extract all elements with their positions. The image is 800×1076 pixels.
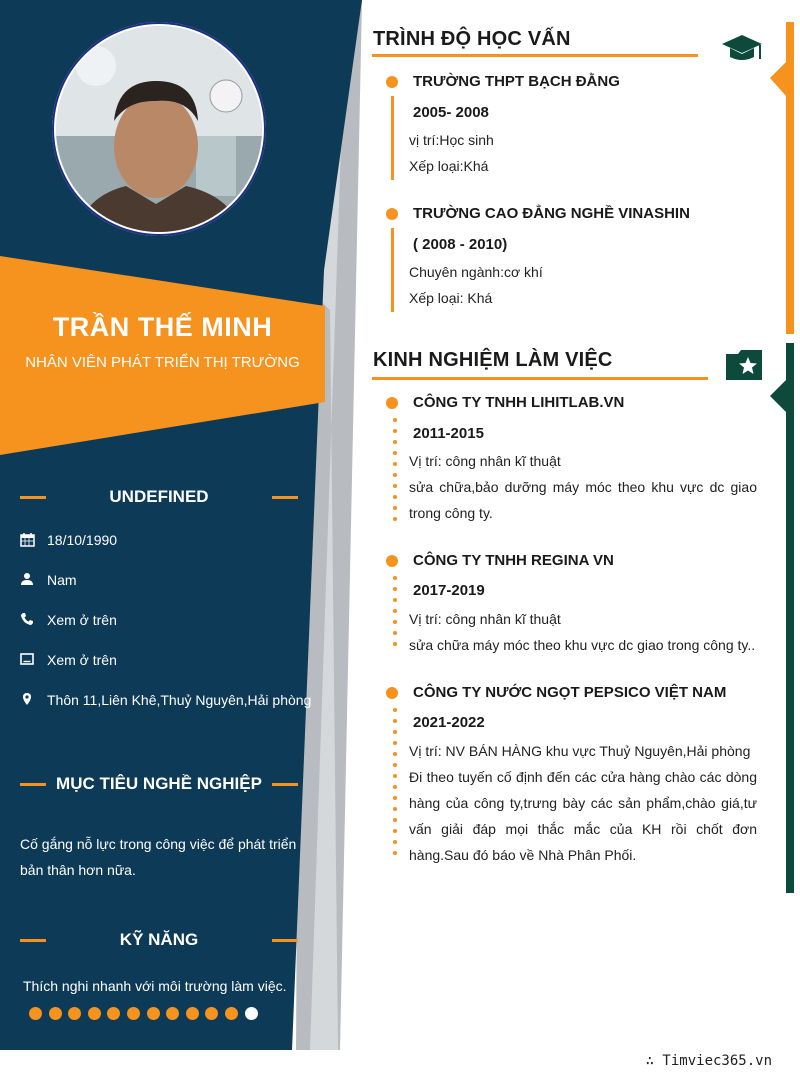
heading-bar-right [272,496,298,499]
skills-heading [20,930,298,950]
skill-dot-filled [49,1007,62,1020]
folder-star-icon [724,348,764,387]
objective-heading-label: MỤC TIÊU NGHỀ NGHIỆP [56,774,262,793]
education-heading: TRÌNH ĐỘ HỌC VẤN [373,28,571,50]
timeline-dot [386,208,398,220]
skill-dot-empty [245,1007,258,1020]
info-email: Xem ở trên [47,652,117,668]
heading-bar-left [20,783,46,786]
info-address: Thôn 11,Liên Khê,Thuỷ Nguyên,Hải phòng [47,692,312,708]
experience-underline [372,377,708,380]
edu-school: TRƯỜNG THPT BẠCH ĐẰNG [413,73,620,90]
timeline-dot [386,76,398,88]
exp-position: Vị trí: NV BÁN HÀNG khu vực Thuỷ Nguyên,Hải phòng [409,743,751,759]
info-heading [20,487,298,507]
skill-dot-filled [107,1007,120,1020]
exp-company: CÔNG TY TNHH LIHITLAB.VN [413,394,625,411]
edu-period: ( 2008 - 2010) [413,236,508,253]
exp-description: sửa chữa,bảo dưỡng máy móc theo khu vực dc giao trong công ty. [409,479,757,521]
timeline-dotted-line [393,418,397,528]
profile-photo [52,22,266,236]
timeline-dot [386,687,398,699]
info-phone: Xem ở trên [47,612,117,628]
edu-detail: vị trí:Học sinh [409,132,494,148]
exp-company: CÔNG TY NƯỚC NGỌT PEPSICO VIỆT NAM [413,684,727,701]
map-pin-icon [20,692,36,708]
edu-detail: Chuyên ngành:cơ khí [409,264,543,280]
user-icon [20,572,36,588]
timeline-dot [386,555,398,567]
skill-rating [29,1007,258,1021]
skill-dot-filled [127,1007,140,1020]
skill-dot-filled [186,1007,199,1020]
experience-heading: KINH NGHIỆM LÀM VIỆC [373,349,613,371]
skill-dot-filled [205,1007,218,1020]
phone-icon [20,612,36,628]
exp-period: 2011-2015 [413,425,484,442]
exp-position: Vị trí: công nhân kĩ thuật [409,611,561,627]
skills-heading-label: KỸ NĂNG [119,930,199,949]
exp-period: 2021-2022 [413,714,485,731]
timeline-dot [386,397,398,409]
heading-bar-right [272,783,298,786]
graduation-cap-icon [720,33,764,68]
education-underline [372,54,698,57]
heading-bar-left [20,496,46,499]
info-birthday: 18/10/1990 [47,532,118,548]
edu-period: 2005- 2008 [413,104,489,121]
candidate-role: NHÂN VIÊN PHÁT TRIỂN THỊ TRƯỜNG [25,354,300,371]
brand-label: Timviec365.vn [662,1053,772,1069]
objective-heading [20,774,298,794]
heading-bar-left [20,939,46,942]
timeline-bar [391,228,394,312]
brand-icon: ∴ [645,1053,663,1069]
info-gender: Nam [47,572,77,588]
skill-name: Thích nghi nhanh với môi trường làm việc. [23,978,287,994]
email-icon [20,652,36,668]
skill-dot-filled [166,1007,179,1020]
edu-detail: Xếp loại:Khá [409,158,489,174]
exp-position: Vị trí: công nhân kĩ thuật [409,453,561,469]
exp-company: CÔNG TY TNHH REGINA VN [413,552,614,569]
timeline-dotted-line [393,576,397,653]
footer-brand[interactable] [646,1053,772,1069]
timeline-dotted-line [393,708,397,862]
exp-period: 2017-2019 [413,582,485,599]
exp-description: Đi theo tuyến cố định đến các cửa hàng chào các dòng hàng của công ty,trưng bày các sản phẩm,chào giá,tư vấn giải đáp mọi thắc mắc của KH rồi chốt đơn hàng.Sau đó báo về Nhà Phân Phối. [409,769,757,863]
objective-text: Cố gắng nỗ lực trong công việc để phát triển bản thân hơn nữa. [20,836,297,878]
candidate-name: TRẦN THẾ MINH [52,312,273,342]
edu-school: TRƯỜNG CAO ĐẲNG NGHỀ VINASHIN [413,205,690,222]
skill-dot-filled [29,1007,42,1020]
timeline-bar [391,96,394,180]
edu-detail: Xếp loại: Khá [409,290,493,306]
skill-dot-filled [68,1007,81,1020]
info-heading-label: UNDEFINED [109,487,209,506]
heading-bar-right [272,939,298,942]
exp-description: sửa chữa máy móc theo khu vực dc giao trong công ty.. [409,637,756,653]
skill-dot-filled [147,1007,160,1020]
calendar-icon [20,532,36,548]
skill-dot-filled [225,1007,238,1020]
skill-dot-filled [88,1007,101,1020]
